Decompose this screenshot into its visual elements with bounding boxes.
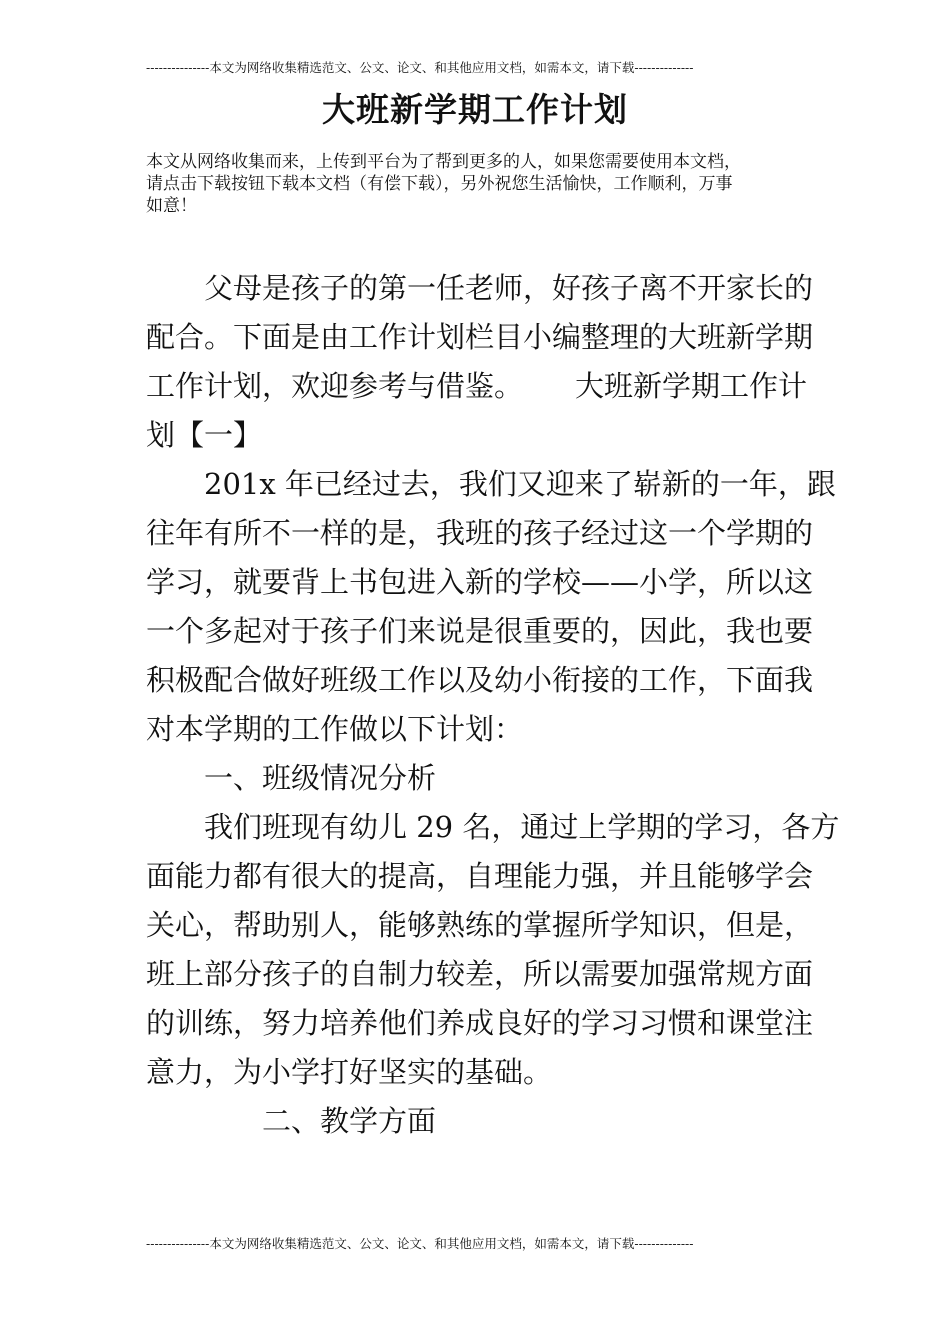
paragraph-line: 的训练，努力培养他们养成良好的学习习惯和课堂注 <box>146 1006 814 1040</box>
document-title: 大班新学期工作计划 <box>322 90 628 129</box>
paragraph-line: 一个多起对于孩子们来说是很重要的，因此，我也要 <box>146 614 814 648</box>
footer-runner: ---------------本文为网络收集精选范文、公文、论文、和其他应用文档，如需本文，请下载-------------- <box>146 1236 694 1251</box>
notice-line: 如意！ <box>146 196 197 216</box>
notice-line: 请点击下载按钮下载本文档（有偿下载），另外祝您生活愉快，工作顺利，万事 <box>146 174 733 194</box>
paragraph-line: 班上部分孩子的自制力较差，所以需要加强常规方面 <box>146 957 814 991</box>
section-title-inline: 大班新学期工作计 <box>575 369 808 403</box>
paragraph-line: 划【一】 <box>146 418 263 452</box>
paragraph-line: 往年有所不一样的是，我班的孩子经过这一个学期的 <box>146 516 814 550</box>
notice-line: 本文从网络收集而来，上传到平台为了帮到更多的人，如果您需要使用本文档， <box>146 152 741 172</box>
paragraph-line: 201x 年已经过去，我们又迎来了崭新的一年，跟 <box>204 467 836 501</box>
document-body <box>146 264 840 1146</box>
paragraph-line: 面能力都有很大的提高，自理能力强，并且能够学会 <box>146 859 814 893</box>
paragraph-text: 工作计划，欢迎参考与借鉴。 <box>146 369 524 403</box>
paragraph-line: 关心，帮助别人，能够熟练的掌握所学知识，但是， <box>146 908 814 942</box>
section-heading: 一、班级情况分析 <box>204 761 437 795</box>
paragraph-line: 积极配合做好班级工作以及幼小衔接的工作，下面我 <box>146 663 814 697</box>
paragraph-line: 父母是孩子的第一任老师，好孩子离不开家长的 <box>204 271 814 305</box>
header-runner: ---------------本文为网络收集精选范文、公文、论文、和其他应用文档，如需本文，请下载-------------- <box>146 60 694 75</box>
paragraph-line <box>146 362 812 411</box>
section-heading: 二、教学方面 <box>262 1104 437 1138</box>
paragraph-line: 我们班现有幼儿 29 名，通过上学期的学习，各方 <box>204 810 840 844</box>
paragraph-line: 对本学期的工作做以下计划： <box>146 712 524 746</box>
paragraph-line: 学习，就要背上书包进入新的学校——小学，所以这 <box>146 565 814 599</box>
paragraph-line: 意力，为小学打好坚实的基础。 <box>146 1055 553 1089</box>
download-notice <box>146 151 812 217</box>
paragraph-line: 配合。下面是由工作计划栏目小编整理的大班新学期 <box>146 320 814 354</box>
